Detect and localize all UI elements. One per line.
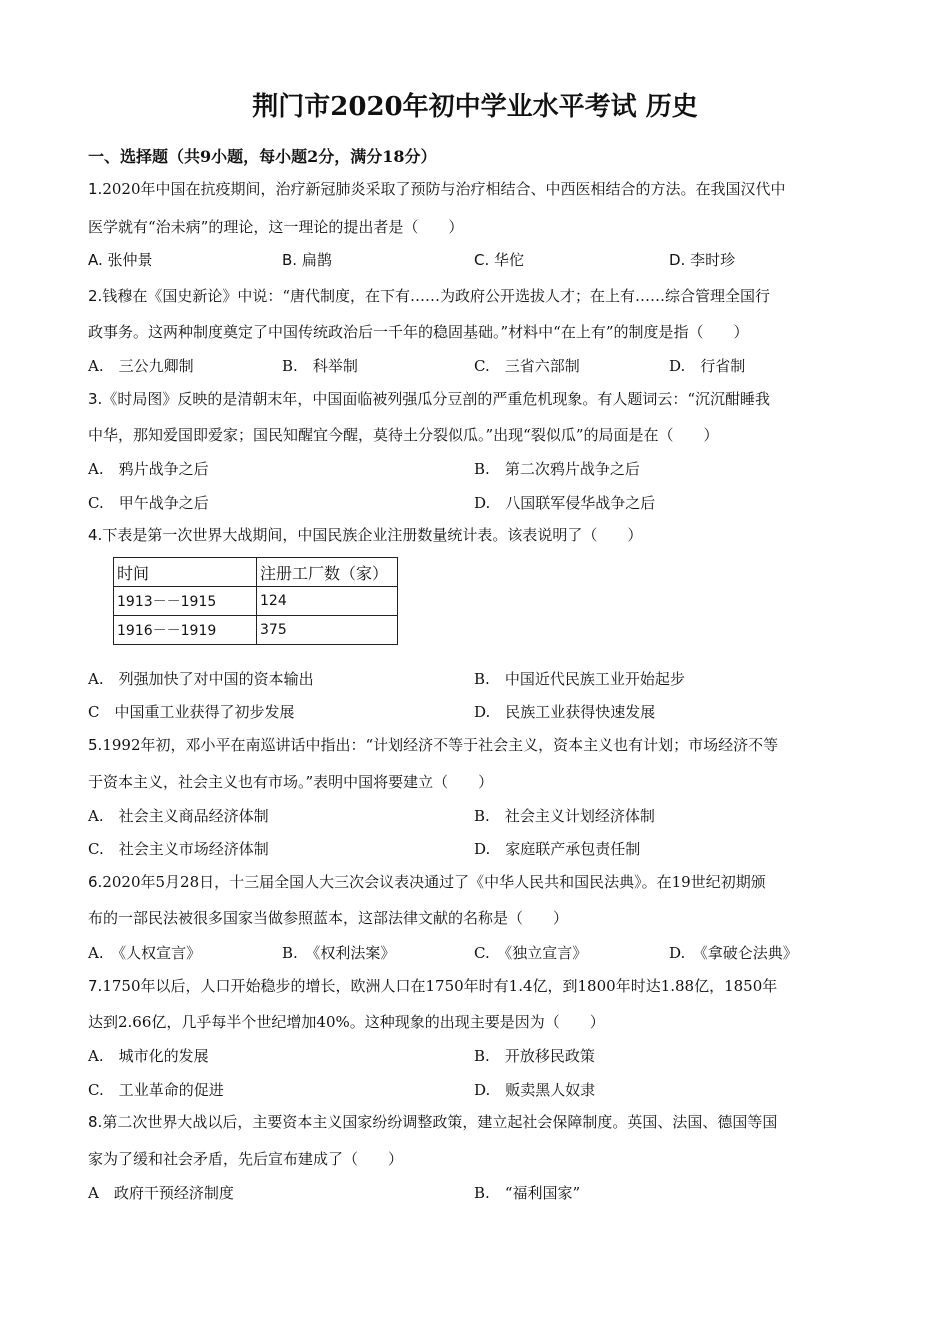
option-c: C. 工业革命的促进 — [88, 1081, 224, 1099]
table-row — [114, 587, 398, 616]
question-1-line-2: 医学就有“治未病”的理论，这一理论的提出者是（ ） — [88, 218, 464, 236]
question-number: 5. — [88, 736, 103, 754]
table-cell: 124 — [257, 587, 398, 616]
question-text: 2020年中国在抗疫期间，治疗新冠肺炎采取了预防与治疗相结合、中西医相结合的方法。在我国汉代中 — [102, 180, 786, 198]
option-a: A. 城市化的发展 — [88, 1047, 209, 1065]
section-heading: 一、选择题（共9小题，每小题2分，满分18分） — [88, 147, 437, 166]
question-text: 《时局图》反映的是清朝末年，中国面临被列强瓜分豆剖的严重危机现象。有人题词云：“沉沉酣睡我 — [102, 390, 770, 408]
question-number: 6. — [88, 873, 103, 891]
table-cell: 1916－－1919 — [114, 616, 257, 645]
option-b: B. 《权利法案》 — [282, 944, 396, 962]
question-3-line-1 — [88, 388, 770, 409]
option-a: A 政府干预经济制度 — [88, 1184, 234, 1202]
option-b: B. 第二次鸦片战争之后 — [474, 460, 640, 478]
option-c: C. 甲午战争之后 — [88, 494, 209, 512]
option-b: B. 开放移民政策 — [474, 1047, 595, 1065]
option-a: A. 张仲景 — [88, 251, 153, 269]
option-b: B. 扁鹊 — [282, 251, 332, 269]
option-c: C. 社会主义市场经济体制 — [88, 840, 269, 858]
question-number: 8. — [88, 1113, 103, 1131]
option-a: A. 鸦片战争之后 — [88, 460, 209, 478]
page-title: 荆门市2020年初中学业水平考试 历史 — [252, 92, 698, 122]
question-8-line-2: 家为了缓和社会矛盾，先后宣布建成了（ ） — [88, 1150, 404, 1168]
table-cell: 375 — [257, 616, 398, 645]
option-a: A. 三公九卿制 — [88, 357, 194, 375]
statistics-table — [113, 557, 398, 645]
option-d: D. 八国联军侵华战争之后 — [474, 494, 656, 512]
option-b: B. 社会主义计划经济体制 — [474, 807, 655, 825]
question-7-line-1 — [88, 975, 777, 996]
table-header-cell: 注册工厂数（家） — [257, 558, 398, 587]
question-3-line-2: 中华，那知爱国即爱家；国民知醒宜今醒，莫待土分裂似瓜。”出现“裂似瓜”的局面是在（ ） — [88, 426, 719, 444]
option-b: B. “福利国家” — [474, 1184, 581, 1202]
question-1-line-1 — [88, 178, 786, 199]
option-b: B. 科举制 — [282, 357, 358, 375]
question-text: 下表是第一次世界大战期间，中国民族企业注册数量统计表。该表说明了（ ） — [102, 526, 643, 544]
option-c: C. 《独立宣言》 — [474, 944, 588, 962]
option-d: D. 民族工业获得快速发展 — [474, 703, 656, 721]
question-text: 钱穆在《国史新论》中说：“唐代制度，在下有……为政府公开选拔人才；在上有……综合管理全国行 — [102, 287, 770, 305]
question-6-line-2: 布的一部民法被很多国家当做参照蓝本，这部法律文献的名称是（ ） — [88, 909, 569, 927]
question-5-line-1 — [88, 734, 778, 755]
question-7-line-2: 达到2.66亿，几乎每半个世纪增加40%。这种现象的出现主要是因为（ ） — [88, 1013, 605, 1031]
option-d: D. 行省制 — [669, 357, 746, 375]
option-a: A. 《人权宣言》 — [88, 944, 202, 962]
question-number: 7. — [88, 977, 103, 995]
option-d: D. 家庭联产承包责任制 — [474, 840, 641, 858]
question-8-line-1 — [88, 1111, 777, 1132]
question-number: 1. — [88, 180, 103, 198]
option-d: D. 李时珍 — [669, 251, 736, 269]
question-number: 4. — [88, 526, 103, 544]
question-5-line-2: 于资本主义，社会主义也有市场。”表明中国将要建立（ ） — [88, 773, 494, 791]
option-d: D. 贩卖黑人奴隶 — [474, 1081, 596, 1099]
question-2-line-2: 政事务。这两种制度奠定了中国传统政治后一千年的稳固基础。”材料中“在上有”的制度是指（ ） — [88, 323, 749, 341]
option-c: C. 三省六部制 — [474, 357, 580, 375]
option-a: A. 社会主义商品经济体制 — [88, 807, 269, 825]
option-c: C. 华佗 — [474, 251, 525, 269]
option-b: B. 中国近代民族工业开始起步 — [474, 670, 685, 688]
option-c: C 中国重工业获得了初步发展 — [88, 703, 295, 721]
question-4-line-1 — [88, 524, 642, 545]
question-text: 1992年初，邓小平在南巡讲话中指出：“计划经济不等于社会主义，资本主义也有计划；市场经济不等 — [102, 736, 779, 754]
question-6-line-1 — [88, 871, 766, 892]
option-d: D. 《拿破仑法典》 — [669, 944, 798, 962]
question-2-line-1 — [88, 285, 770, 306]
question-number: 3. — [88, 390, 103, 408]
table-cell: 1913－－1915 — [114, 587, 257, 616]
table-header-cell: 时间 — [114, 558, 257, 587]
question-number: 2. — [88, 287, 103, 305]
table-header-row — [114, 558, 398, 587]
question-text: 2020年5月28日，十三届全国人大三次会议表决通过了《中华人民共和国民法典》。在19世纪初期颁 — [102, 873, 766, 891]
question-text: 第二次世界大战以后，主要资本主义国家纷纷调整政策，建立起社会保障制度。英国、法国、德国等国 — [102, 1113, 778, 1131]
table-row — [114, 616, 398, 645]
option-a: A. 列强加快了对中国的资本输出 — [88, 670, 314, 688]
question-text: 1750年以后，人口开始稳步的增长，欧洲人口在1750年时有1.4亿，到1800年时达1.88亿，1850年 — [102, 977, 778, 995]
